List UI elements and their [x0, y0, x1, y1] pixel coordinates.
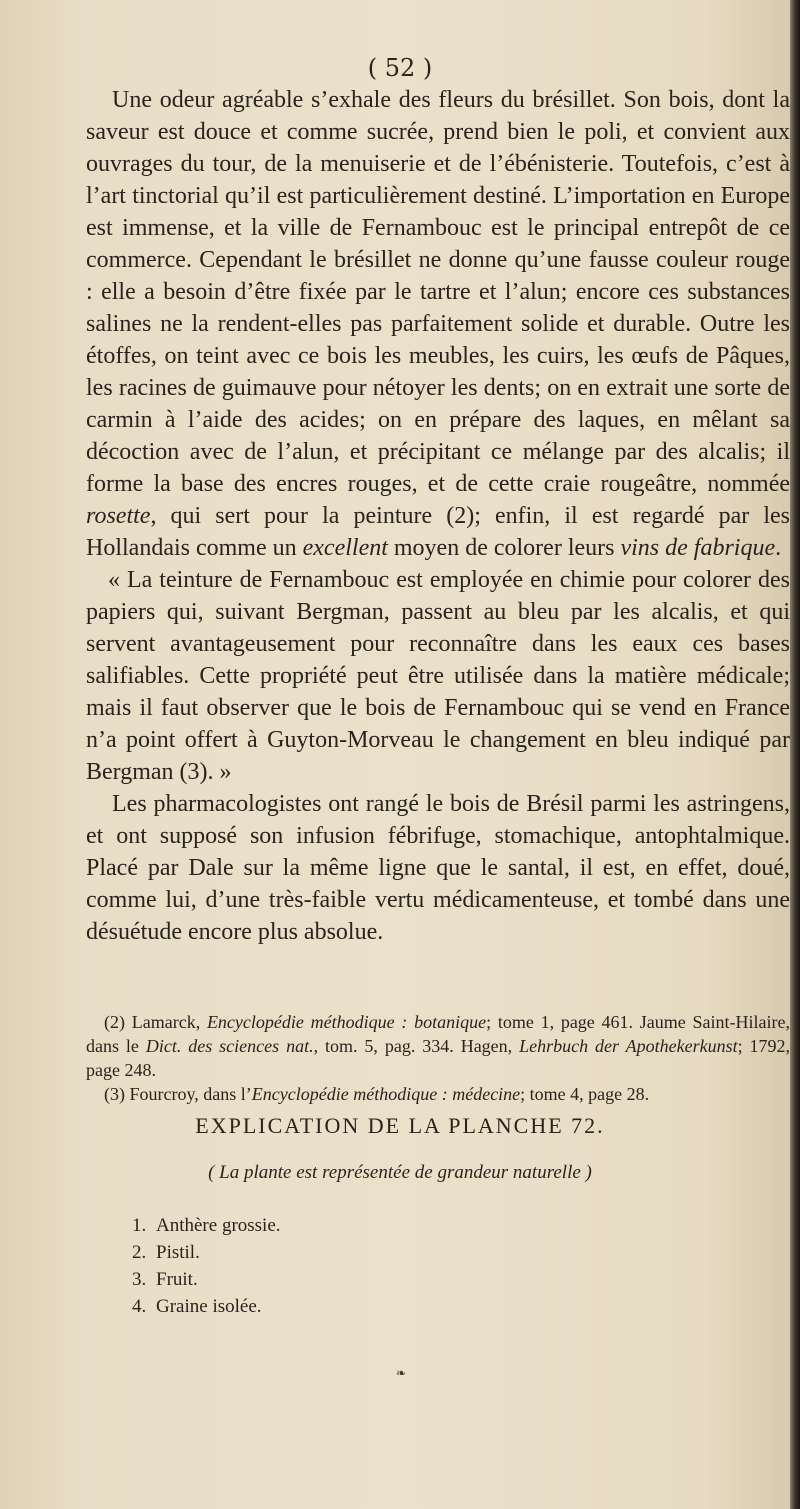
- legend-item: 3. Fruit.: [132, 1269, 198, 1290]
- legend-item: 2. Pistil.: [132, 1242, 200, 1263]
- text-run: Les pharmacologistes ont rangé le bois de Brésil parmi les astringens, et ont supposé son infusion fébrifuge, stomachique, antophtalmique. Placé par Dale sur la même ligne que le santal, il est, en effet, doué, comme lui, d’une très-faible vertu médicamenteuse, et tombé dans une désuétude encore plus absolue.: [86, 791, 790, 945]
- text-run: , qui sert pour la peinture (2); enfin, il est regardé par les Hollandais comme un: [86, 503, 790, 561]
- italic-run: Encyclopédie méthodique : botanique: [206, 1012, 487, 1032]
- footnote-3: [86, 1082, 790, 1106]
- italic-run: Encyclopédie méthodique : médecine: [251, 1084, 521, 1104]
- text-run: ; tome 4, page 28.: [520, 1084, 650, 1104]
- printer-ornament-icon: ❧: [396, 1366, 407, 1380]
- footnotes: [86, 1010, 790, 1106]
- italic-run: Dict. des sciences nat.: [145, 1036, 314, 1056]
- plate-subtitle: ( La plante est représentée de grandeur naturelle ): [208, 1162, 592, 1183]
- page-edge-shadow: [790, 0, 800, 1509]
- legend-item: 1. Anthère grossie.: [132, 1215, 281, 1236]
- page-number: ( 52 ): [367, 54, 433, 82]
- paragraph-pharmacology: [86, 788, 790, 948]
- italic-run: rosette: [86, 503, 151, 529]
- paragraph-bresillet-uses: [86, 84, 790, 564]
- text-run: ; 1792, page 248.: [86, 1036, 791, 1080]
- text-run: (3) Fourcroy, dans l’: [104, 1084, 252, 1104]
- footnote-2: [86, 1010, 790, 1082]
- main-text: [86, 84, 790, 948]
- text-run: .: [775, 535, 782, 561]
- text-run: ; tome 1, page 461. Jaume Saint-Hilaire, dans le: [86, 1012, 790, 1056]
- paragraph-fernambouc-quote: [86, 564, 790, 788]
- text-run: « La teinture de Fernambouc est employée en chimie pour colorer des papiers qui, suivant Bergman, passent au bleu par les alcalis, et qui servent avantageusement pour reconnaître dans les eaux ces bases salifiables. Cette propriété peut être utilisée dans la matière médicale; mais il faut observer que le bois de Fernambouc qui se vend en France n’a point offert à Guyton-Morveau le changement en bleu indiqué par Bergman (3). »: [86, 567, 790, 785]
- legend-item: 4. Graine isolée.: [132, 1296, 262, 1317]
- italic-run: excellent: [302, 535, 388, 561]
- italic-run: Lehrbuch der Apothekerkunst: [519, 1036, 738, 1056]
- text-run: (2) Lamarck,: [104, 1012, 207, 1032]
- text-run: moyen de colorer leurs: [387, 535, 621, 561]
- italic-run: vins de fabrique: [620, 535, 776, 561]
- text-run: , tom. 5, pag. 334. Hagen,: [313, 1036, 520, 1056]
- plate-legend: [132, 1212, 281, 1320]
- plate-title: EXPLICATION DE LA PLANCHE 72.: [195, 1113, 605, 1138]
- text-run: Une odeur agréable s’exhale des fleurs du brésillet. Son bois, dont la saveur est douce et comme sucrée, prend bien le poli, et convient aux ouvrages du tour, de la menuiserie et de l’ébénisterie. Toutefois, c’est à l’art tinctorial qu’il est particulièrement destiné. L’importation en Europe est immense, et la ville de Fernambouc est le principal entrepôt de ce commerce. Cependant le brésillet ne donne qu’une fausse couleur rouge : elle a besoin d’être fixée par le tartre et l’alun; encore ces substances salines ne la rendent-elles pas parfaitement solide et durable. Outre les étoffes, on teint avec ce bois les meubles, les cuirs, les œufs de Pâques, les racines de guimauve pour nétoyer les dents; on en extrait une sorte de carmin à l’aide des acides; on en prépare des laques, en mêlant sa décoction avec de l’alun, et précipitant ce mélange par des alcalis; il forme la base des encres rouges, et de cette craie rougeâtre, nommée: [86, 87, 790, 497]
